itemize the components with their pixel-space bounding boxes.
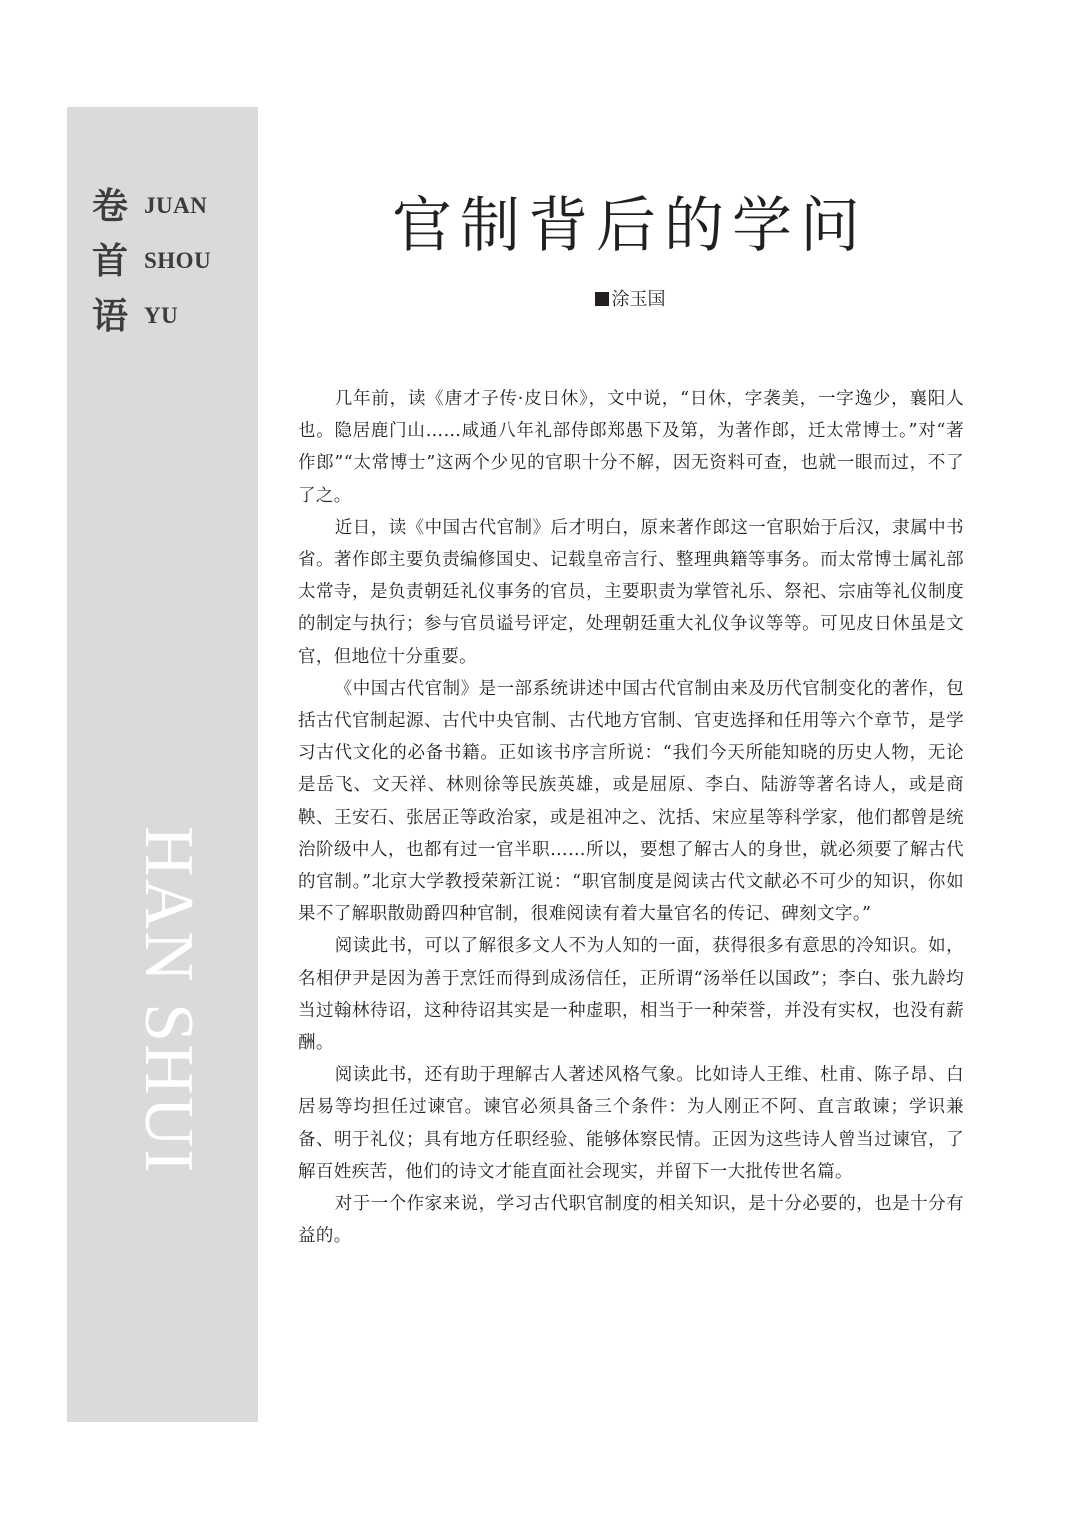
body-paragraph: 对于一个作家来说，学习古代职官制度的相关知识，是十分必要的，也是十分有益的。 [298,1194,964,1247]
author-line [300,286,960,314]
body-paragraph: 《中国古代官制》是一部系统讲述中国古代官制由来及历代官制变化的著作，包括古代官制起源、古代中央官制、古代地方官制、官吏选择和任用等六个章节，是学习古代文化的必备书籍。正如该书序言所说：“我们今天所能知晓的历史人物，无论是岳飞、文天祥、林则徐等民族英雄，或是屈原、李白、陆游等著名诗人，或是商鞅、王安石、张居正等政治家，或是祖冲之、沈括、宋应星等科学家，他们都曾是统治阶级中人，也都有过一官半职……所以，要想了解古人的身世，就必须要了解古代的官制。”北京大学教授荣新江说：“职官制度是阅读古代文献必不可少的知识，你如果不了解职散勋爵四种官制，很难阅读有着大量官名的传记、碑刻文字。” [298,678,964,925]
column-label-en: YU [144,302,179,328]
author-square-icon [595,292,609,306]
article-body [298,383,964,1252]
column-label-cn: 首 [92,239,129,282]
body-paragraph: 几年前，读《唐才子传·皮日休》，文中说，“日休，字袭美，一字逸少，襄阳人也。隐居鹿门山……咸通八年礼部侍郎郑愚下及第，为著作郎，迁太常博士。”对“著作郎”“太常博士”这两个少见的官职十分不解，因无资料可查，也就一眼而过，不了了之。 [298,389,964,506]
column-label-cn: 语 [92,294,129,337]
column-label-row [92,178,211,233]
column-label-en: JUAN [144,192,208,218]
column-label-row [92,288,211,343]
body-paragraph: 阅读此书，可以了解很多文人不为人知的一面，获得很多有意思的冷知识。如，名相伊尹是因为善于烹饪而得到成汤信任，正所谓“汤举任以国政”；李白、张九龄均当过翰林待诏，这种待诏其实是一种虚职，相当于一种荣誉，并没有实权，也没有薪酬。 [298,936,964,1054]
column-label-cn: 卷 [92,184,129,227]
vertical-watermark-text: HAN SHUI [130,826,207,1175]
column-label [92,178,211,343]
body-paragraph: 近日，读《中国古代官制》后才明白，原来著作郎这一官职始于后汉，隶属中书省。著作郎主要负责编修国史、记载皇帝言行、整理典籍等事务。而太常博士属礼部太常寺，是负责朝廷礼仪事务的官员，主要职责为掌管礼乐、祭祀、宗庙等礼仪制度的制定与执行；参与官员谥号评定，处理朝廷重大礼仪争议等等。可见皮日休虽是文官，但地位十分重要。 [298,517,964,667]
body-paragraph: 阅读此书，还有助于理解古人著述风格气象。比如诗人王维、杜甫、陈子昂、白居易等均担任过谏官。谏官必须具备三个条件：为人刚正不阿、直言敢谏；学识兼备、明于礼仪；具有地方任职经验、能够体察民情。正因为这些诗人曾当过谏官，了解百姓疾苦，他们的诗文才能直面社会现实，并留下一大批传世名篇。 [298,1065,964,1182]
vertical-text-wrapper [128,826,208,1346]
author-name: 涂玉国 [611,289,666,310]
column-label-en: SHOU [144,247,212,273]
column-label-row [92,233,211,288]
article-title: 官制背后的学问 [392,191,868,261]
